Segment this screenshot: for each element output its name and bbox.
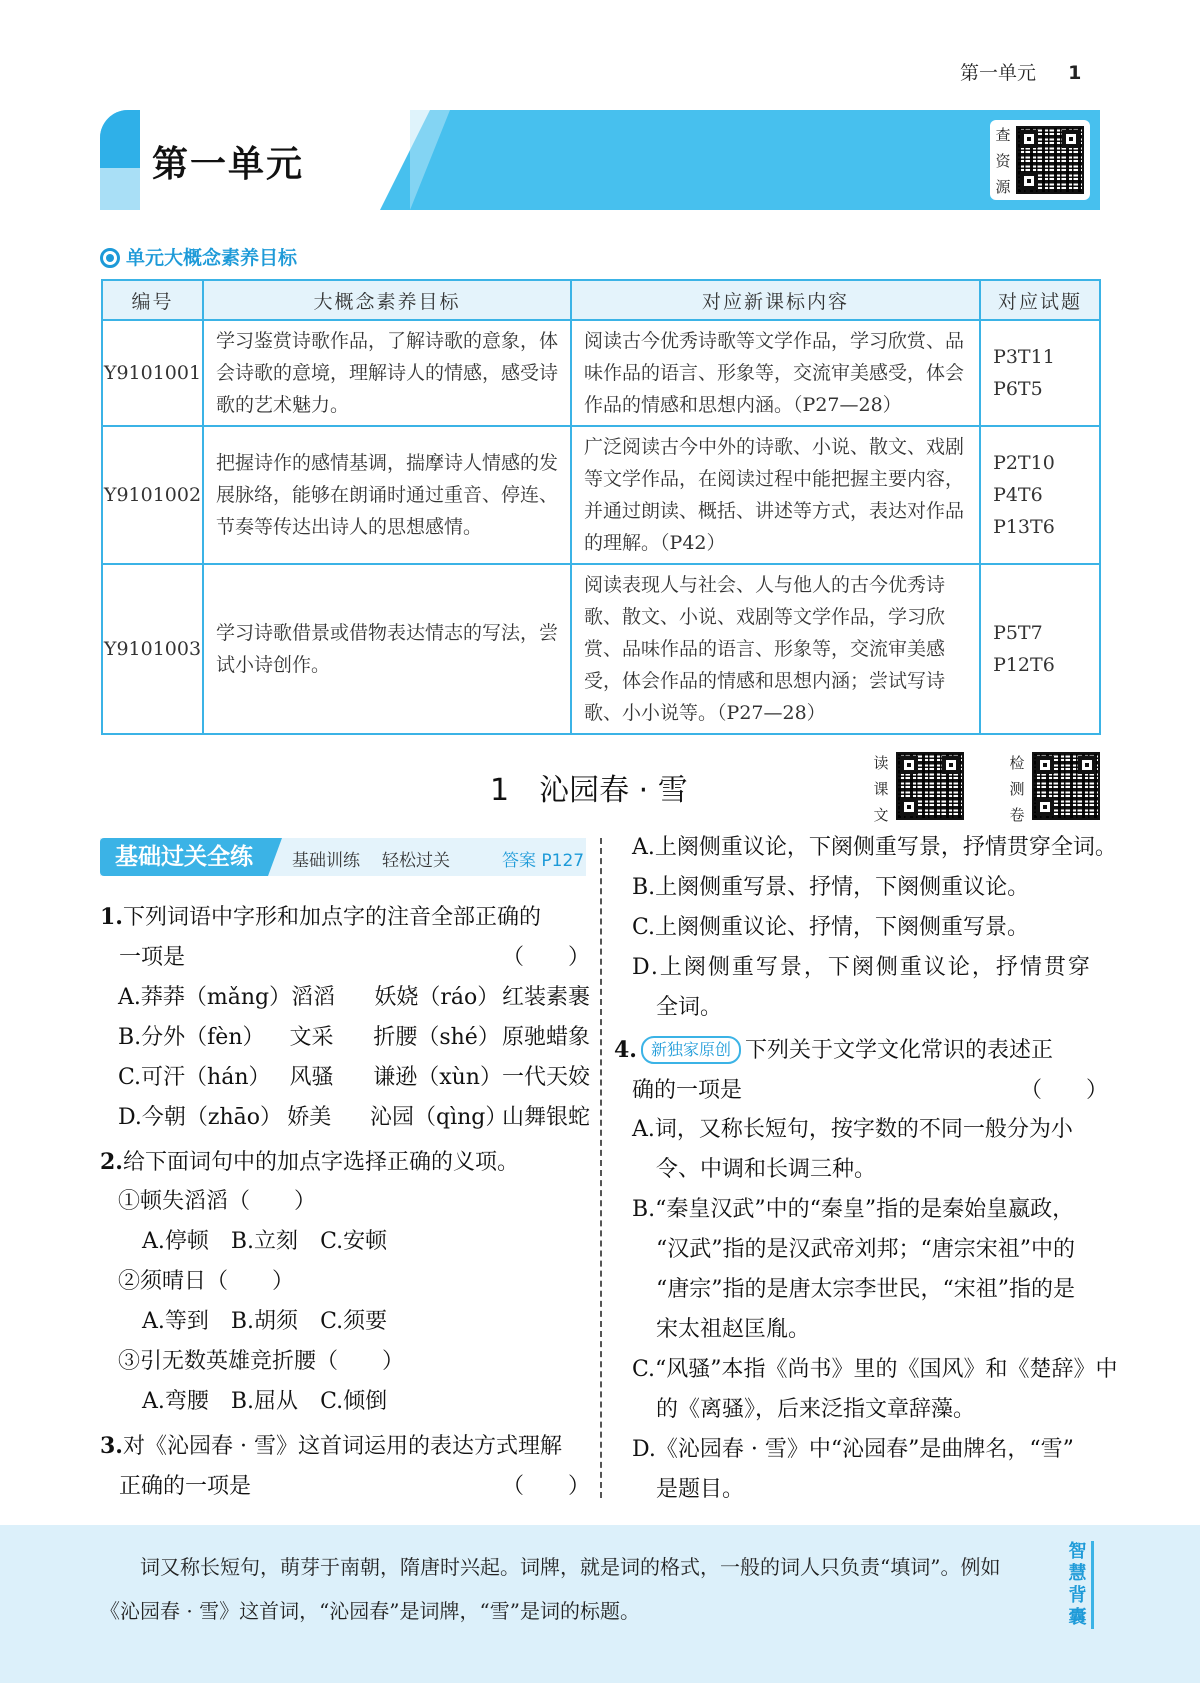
footer-text: 词又称长短句，萌芽于南朝，隋唐时兴起。词牌，就是词的格式，一般的词人只负责“填词”。例如 《沁园春 · 雪》这首词，“沁园春”是词牌，“雪”是词的标题。	[100, 1555, 1001, 1623]
test-refs: P5T7 P12T6	[980, 564, 1100, 734]
unit-title: 第一单元	[152, 144, 305, 185]
section-sub1: 基础训练	[292, 851, 360, 871]
sub-question[interactable]: ③引无数英雄竞折腰（ ）	[118, 1349, 405, 1374]
option-row: C.“风骚”本指《尚书》里的《国风》和《楚辞》中 的《离骚》，后来泛指文章辞藻。	[632, 1357, 1118, 1422]
lesson-name: 沁园春 · 雪	[539, 773, 688, 808]
read-text-label: 读 课 文	[873, 754, 889, 824]
page-number: 1	[1068, 62, 1082, 84]
test-paper-label: 检 测 卷	[1009, 754, 1025, 824]
sub-question[interactable]: ①顿失滔滔（ ）	[118, 1189, 317, 1214]
option-row: A.等到 B.胡须 C.须要	[142, 1309, 388, 1334]
answer-blank[interactable]: （ ）	[501, 945, 590, 970]
goals-table	[101, 279, 1101, 735]
option-row: D.《沁园春 · 雪》中“沁园春”是曲牌名，“雪” 是题目。	[632, 1437, 1074, 1502]
table-row	[102, 320, 1100, 426]
option-row: A.词，又称长短句，按字数的不同一般分为小 令、中调和长调三种。	[632, 1117, 1073, 1182]
col-header: 编号	[102, 280, 203, 320]
unit-banner	[100, 110, 1100, 210]
goal-text: 学习诗歌借景或借物表达情志的写法，尝试小诗创作。	[203, 564, 571, 734]
goal-id: Y9101001	[102, 320, 203, 426]
lesson-number: 1	[490, 773, 510, 808]
exclusive-tag: 新独家原创	[641, 1036, 741, 1064]
read-text-qr-code[interactable]	[896, 752, 964, 820]
option-row: A.莽莽（mǎng） 滔滔 妖娆（ráo） 红装素裹	[118, 985, 590, 1010]
standard-text: 阅读表现人与社会、人与他人的古今优秀诗歌、散文、小说、戏剧等文学作品，学习欣赏、品味作品的语言、形象等，交流审美感受，体会作品的情感和思想内涵；尝试写诗歌、小小说等。（P27—28）	[571, 564, 980, 734]
col-header: 对应试题	[980, 280, 1100, 320]
q1-options	[118, 978, 590, 1138]
goal-id: Y9101002	[102, 426, 203, 564]
question-3: 3.对《沁园春 · 雪》这首词运用的表达方式理解 正确的一项是 （ ）	[100, 1426, 590, 1507]
option-row: D.今朝（zhāo） 娇美 沁园（qìng） 山舞银蛇	[118, 1105, 590, 1130]
footer-tip	[0, 1525, 1200, 1683]
option-row: A.上阕侧重议论，下阕侧重写景，抒情贯穿全词。	[632, 835, 1117, 860]
section-label: 基础过关全练	[100, 838, 268, 876]
resource-label: 查 资 源	[995, 126, 1011, 196]
option-row: D.上阕侧重写景，下阕侧重议论，抒情贯穿	[632, 955, 1092, 980]
goal-id: Y9101003	[102, 564, 203, 734]
goals-header-row	[102, 280, 1100, 320]
standard-text: 阅读古今优秀诗歌等文学作品，学习欣赏、品味作品的语言、形象等，交流审美感受，体会作品的情感和思想内涵。（P27—28）	[571, 320, 980, 426]
goals-heading: 单元大概念素养目标	[100, 243, 297, 270]
resource-qr-box[interactable]	[990, 120, 1090, 200]
column-divider	[600, 838, 602, 1498]
goal-text: 把握诗作的感情基调，揣摩诗人情感的发展脉络，能够在朗诵时通过重音、停连、节奏等传达出诗人的思想感情。	[203, 426, 571, 564]
running-header	[960, 58, 1081, 85]
sub-question[interactable]: ②须晴日（ ）	[118, 1269, 295, 1294]
test-refs: P3T11 P6T5	[980, 320, 1100, 426]
test-refs: P2T10 P4T6 P13T6	[980, 426, 1100, 564]
resource-qr-code[interactable]	[1016, 126, 1084, 194]
q2-items	[118, 1182, 590, 1422]
table-row	[102, 426, 1100, 564]
target-icon	[100, 248, 120, 268]
option-row: B.上阕侧重写景、抒情，下阕侧重议论。	[632, 875, 1030, 900]
option-row: A.弯腰 B.屈从 C.倾倒	[142, 1389, 388, 1414]
standard-text: 广泛阅读古今中外的诗歌、小说、散文、戏剧等文学作品，在阅读过程中能把握主要内容，并通过朗读、概括、讲述等方式，表达对作品的理解。（P42）	[571, 426, 980, 564]
option-row: A.停顿 B.立刻 C.安顿	[142, 1229, 388, 1254]
option-row-cont: 全词。	[656, 995, 723, 1020]
col-header: 大概念素养目标	[203, 280, 571, 320]
col-header: 对应新课标内容	[571, 280, 980, 320]
lesson-title	[490, 765, 688, 809]
question-2: 2.给下面词句中的加点字选择正确的义项。	[100, 1149, 519, 1175]
answer-blank[interactable]: （ ）	[501, 1474, 590, 1499]
section-bar	[100, 838, 586, 876]
q4-options	[632, 1110, 1118, 1510]
goal-text: 学习鉴赏诗歌作品，了解诗歌的意象，体会诗歌的意境，理解诗人的情感，感受诗歌的艺术魅力。	[203, 320, 571, 426]
option-row: C.上阕侧重议论、抒情，下阕侧重写景。	[632, 915, 1030, 940]
header-unit: 第一单元	[960, 62, 1037, 84]
answer-ref: 答案 P127	[502, 851, 585, 871]
wisdom-bag-label: 智 慧 背 囊	[1066, 1541, 1094, 1629]
option-row: B.分外（fèn） 文采 折腰（shé） 原驰蜡象	[118, 1025, 590, 1050]
answer-blank[interactable]: （ ）	[1019, 1078, 1108, 1103]
test-paper-qr-code[interactable]	[1032, 752, 1100, 820]
question-1: 1.下列词语中字形和加点字的注音全部正确的 一项是 （ ）	[100, 897, 590, 978]
q3-options	[632, 828, 1117, 1028]
table-row	[102, 564, 1100, 734]
question-4: 4. 新独家原创 下列关于文学文化常识的表述正 确的一项是 （ ）	[614, 1030, 1108, 1111]
option-row: C.可汗（hán） 风骚 谦逊（xùn） 一代天姣	[118, 1065, 590, 1090]
option-row: B.“秦皇汉武”中的“秦皇”指的是秦始皇嬴政， “汉武”指的是汉武帝刘邦；“唐宗宋祖”中的 “唐宗”指的是唐太宗李世民，“宋祖”指的是 宋太祖赵匡胤。	[632, 1197, 1075, 1342]
section-sub2: 轻松过关	[382, 851, 450, 871]
